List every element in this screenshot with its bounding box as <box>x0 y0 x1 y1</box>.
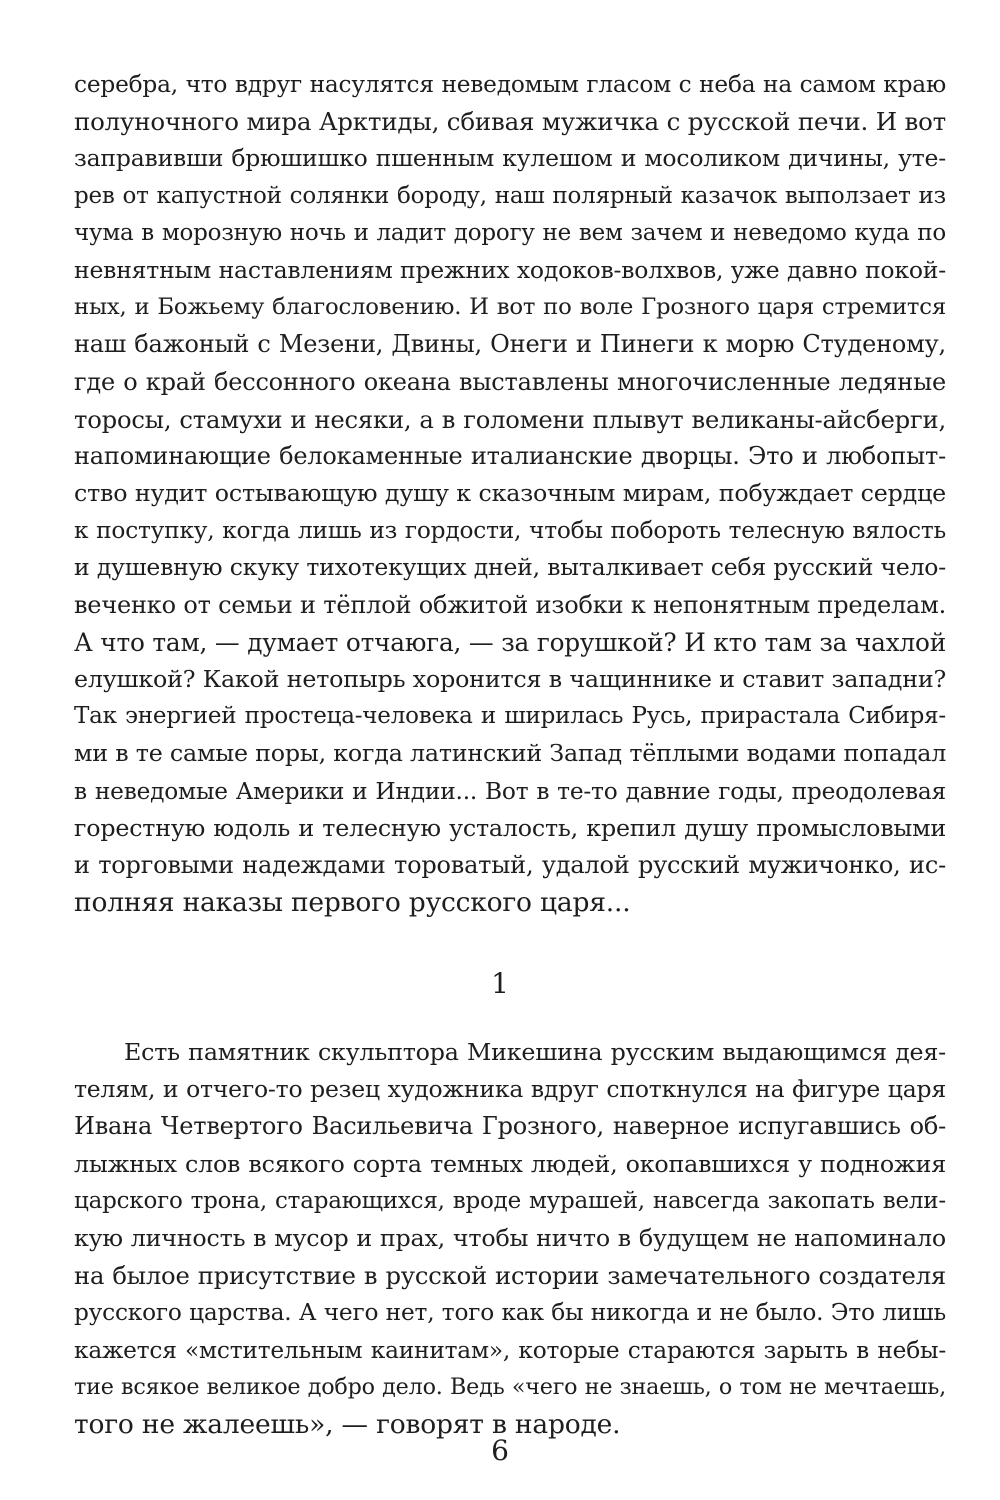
text-line: чума в морозную ночь и ладит дорогу не вем зачем и неведомо куда по <box>74 219 946 246</box>
text-line: полняя наказы первого русского царя... <box>74 887 631 919</box>
text-line: ных, и Божьему благословению. И вот по воле Грозного царя стремится <box>74 294 946 321</box>
text-line: телям, и отчего-то резец художника вдруг споткнулся на фигуре царя <box>74 1075 946 1104</box>
text-line: елушкой? Какой нетопырь хоронится в чащиннике и ставит западни? <box>74 665 946 693</box>
text-line: ство нудит остывающую душу к сказочным мирам, побуждает сердце <box>74 479 946 508</box>
page-number: 6 <box>491 1434 509 1467</box>
text-line: кажется «мстительным каинитам», которые стараются зарыть в небы- <box>74 1336 946 1364</box>
text-line: торосы, стамухи и несяки, а в голомени плывут великаны-айсберги, <box>74 404 946 434</box>
text-line: Так энергией простеца-человека и ширилась Русь, прирастала Сибиря- <box>74 703 946 730</box>
text-line: А что там, — думает отчаюга, — за горушкой? И кто там за чахлой <box>74 627 946 657</box>
text-line: Ивана Четвертого Васильевича Грозного, наверное испугавшись об- <box>74 1112 946 1141</box>
text-line: веченко от семьи и тёплой обжитой изобки к непонятным пределам. <box>74 590 946 619</box>
text-line: невнятным наставлениям прежних ходоков-волхвов, уже давно покой- <box>74 255 946 284</box>
text-line: где о край бессонного океана выставлены многочисленные ледяные <box>74 367 946 396</box>
text-line: кую личность в мусор и прах, чтобы ничто в будущем не напоминало <box>74 1223 946 1252</box>
text-line: полуночного мира Арктиды, сбивая мужичка с русской печи. И вот <box>74 107 946 137</box>
text-line: горестную юдоль и телесную усталость, крепил душу промысловыми <box>74 813 946 842</box>
text-line: тие всякое великое добро дело. Ведь «чего не знаешь, о том не мечтаешь, <box>74 1373 946 1400</box>
text-line: Есть памятник скульптора Микешина русским выдающимся дея- <box>124 1038 946 1066</box>
chapter-number: 1 <box>491 967 509 1000</box>
text-line: ми в те самые поры, когда латинский Запад тёплыми водами попадал <box>74 739 947 768</box>
text-line: и торговыми надеждами тороватый, удалой русский мужичонко, ис- <box>74 850 946 879</box>
text-line: серебра, что вдруг насулятся неведомым гласом с неба на самом краю <box>74 71 946 98</box>
paragraph-continuation <box>74 66 946 921</box>
text-line: к поступку, когда лишь из гордости, чтобы побороть телесную вялость <box>74 517 946 545</box>
text-line: и душевную скуку тихотекущих дней, выталкивает себя русский чело- <box>74 553 946 582</box>
text-line: лыжных слов всякого сорта темных людей, окопавшихся у подножия <box>74 1149 946 1178</box>
text-line: царского трона, старающихся, вроде мурашей, навсегда закопать вели- <box>74 1187 946 1214</box>
text-line: того не жалеешь», — говорят в народе. <box>74 1408 621 1440</box>
text-line: в неведомые Америки и Индии... Вот в те-то давние годы, преодолевая <box>74 777 946 805</box>
text-line: напоминающие белокаменные италианские дворцы. Это и любопыт- <box>74 441 946 470</box>
text-line: рев от капустной солянки бороду, наш полярный казачок выползает из <box>74 182 946 209</box>
text-line: русского царства. А чего нет, того как бы никогда и не было. Это лишь <box>74 1299 946 1327</box>
text-line: наш бажоный с Мезени, Двины, Онеги и Пинеги к морю Студеному, <box>74 330 946 359</box>
text-line: заправивши брюшишко пшенным кулешом и мосоликом дичины, уте- <box>74 144 946 173</box>
text-line: на былое присутствие в русской истории замечательного создателя <box>74 1261 946 1291</box>
paragraph-chapter-opening <box>74 1034 946 1443</box>
